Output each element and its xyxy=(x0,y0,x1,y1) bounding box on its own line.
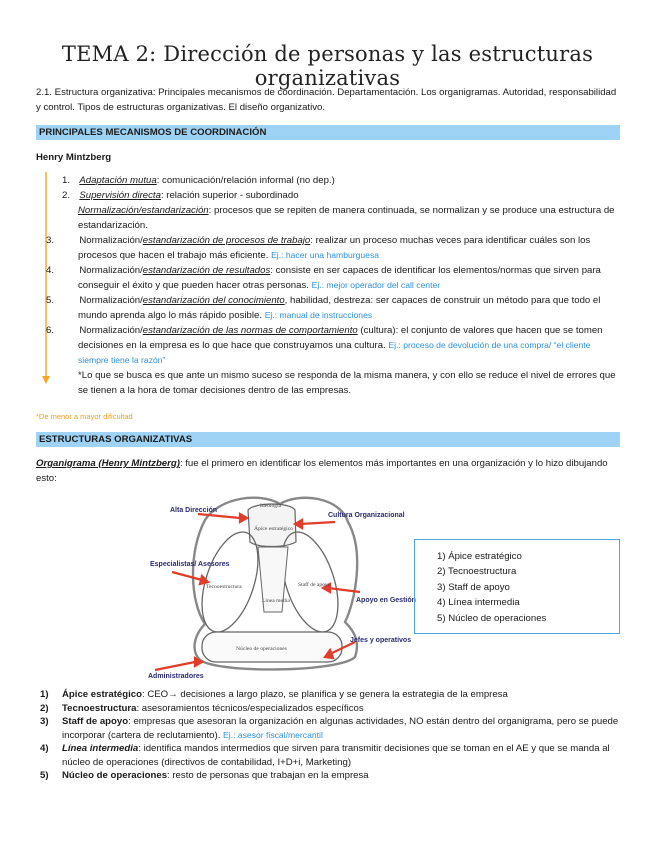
section-heading-text: PRINCIPALES MECANISMOS DE COORDINACIÓN xyxy=(39,127,267,138)
label-nucleo: Núcleo de operaciones xyxy=(236,646,287,652)
list-item: 3. Normalización/estandarización de procesos de trabajo: realizar un proceso muchas veces para identificar cuáles son los procesos que hacen el trabajo más eficiente. Ej.: hacer una hamburguesa xyxy=(46,235,591,261)
list-item: 2. Supervisión directa: relación superior - subordinado xyxy=(62,190,299,201)
label-ideologia: Ideología xyxy=(260,503,282,509)
label-administradores: Administradores xyxy=(148,673,204,680)
label-linea-media: Línea media xyxy=(262,598,290,604)
list-item: 6. Normalización/estandarización de las normas de comportamiento (cultura): el conjunto de valores que hacen que se tomen decisiones en la empresa es lo que hace que construyamos una cultura. Ej.: proceso de devolución de una compra/ “el cliente siempre tiene la razón” xyxy=(46,325,603,365)
label-jefes: Jefes y operativos xyxy=(350,637,412,644)
box-item: 2) Tecnoestructura xyxy=(437,566,517,578)
list-item: 4. Normalización/estandarización de resultados: consiste en ser capaces de identificar los elementos/normas que sirven para conseguir el éxito y que pueden hacer otras personas. Ej.: mejor operador del call center xyxy=(46,265,601,291)
definition-item: 2) Tecnoestructura: asesoramientos técnicos/especializados específicos xyxy=(40,702,364,714)
difficulty-arrow-icon xyxy=(40,172,52,386)
list-item: 5. Normalización/estandarización del conocimiento, habilidad, destreza: ser capaces de construir un método para que todo el mundo aprenda algo lo más rápido posible. Ej.: manual de instrucciones xyxy=(46,295,601,321)
section-heading-text: ESTRUCTURAS ORGANIZATIVAS xyxy=(39,434,193,445)
section-heading-coordination xyxy=(36,125,620,140)
label-apoyo-gestion: Apoyo en Gestión xyxy=(356,597,416,604)
label-tecnoestructura: Tecnoestructura xyxy=(206,584,242,590)
label-staff: Staff de apoyo xyxy=(298,582,331,588)
list-item: Normalización/estandarización: procesos que se repiten de manera continuada, se normalizan y se produce una estructura de estandarización. xyxy=(78,205,615,231)
section-heading-structures xyxy=(36,432,620,447)
label-especialistas: Especialistas/ Asesores xyxy=(150,561,230,568)
definition-item: 1) Ápice estratégico: CEO→ decisiones a largo plazo, se planifica y se genera la estrategia de la empresa xyxy=(40,689,508,700)
box-item: 3) Staff de apoyo xyxy=(437,581,510,593)
label-apice: Ápice estratégico xyxy=(254,526,293,532)
coordination-list xyxy=(46,173,620,398)
definition-item: 5) Núcleo de operaciones: resto de personas que trabajan en la empresa xyxy=(40,770,369,781)
box-item: 1) Ápice estratégico xyxy=(437,551,522,562)
page-title: TEMA 2: Dirección de personas y las estructuras organizativas xyxy=(61,42,594,90)
box-item: 5) Núcleo de operaciones xyxy=(437,612,547,624)
label-cultura: Cultura Organizacional xyxy=(328,512,405,519)
list-item: 1. Adaptación mutua: comunicación/relación informal (no dep.) xyxy=(62,175,335,186)
label-alta-direccion: Alta Dirección xyxy=(170,507,218,514)
difficulty-note: *De menor a mayor dificultad xyxy=(36,412,133,421)
organigram-paragraph: Organigrama (Henry Mintzberg): fue el primero en identificar los elementos más importantes en una organización y lo hizo dibujando esto: xyxy=(36,458,608,484)
author-name: Henry Mintzberg xyxy=(36,152,112,163)
intro-paragraph: 2.1. Estructura organizativa: Principales mecanismos de coordinación. Departamentación. Los organigramas. Autoridad, responsabilidad y control. Tipos de estructuras organizativas. El diseño organizativo. xyxy=(36,87,617,113)
definitions-list xyxy=(40,688,620,783)
box-item: 4) Línea intermedia xyxy=(437,597,520,609)
components-box xyxy=(414,539,620,634)
definition-item: 4) Línea intermedia: identifica mandos intermedios que sirven para transmitir decisiones que se toman en el AE y que se manda al núcleo de operaciones (directivos de contabilidad, I+D+i, Marketing) xyxy=(40,743,610,768)
footnote: *Lo que se busca es que ante un mismo suceso se responda de la misma manera, y con ello se reduce el nivel de errores que se tienen a la hora de tomar decisiones dentro de las empresas. xyxy=(78,370,616,396)
definition-item: 3) Staff de apoyo: empresas que asesoran la organización en algunas actividades, NO están dentro del organigrama, pero se puede incorporar (cartera de reclutamiento). Ej.: asesor fiscal/mercantil xyxy=(40,716,619,741)
mintzberg-diagram xyxy=(148,492,416,680)
